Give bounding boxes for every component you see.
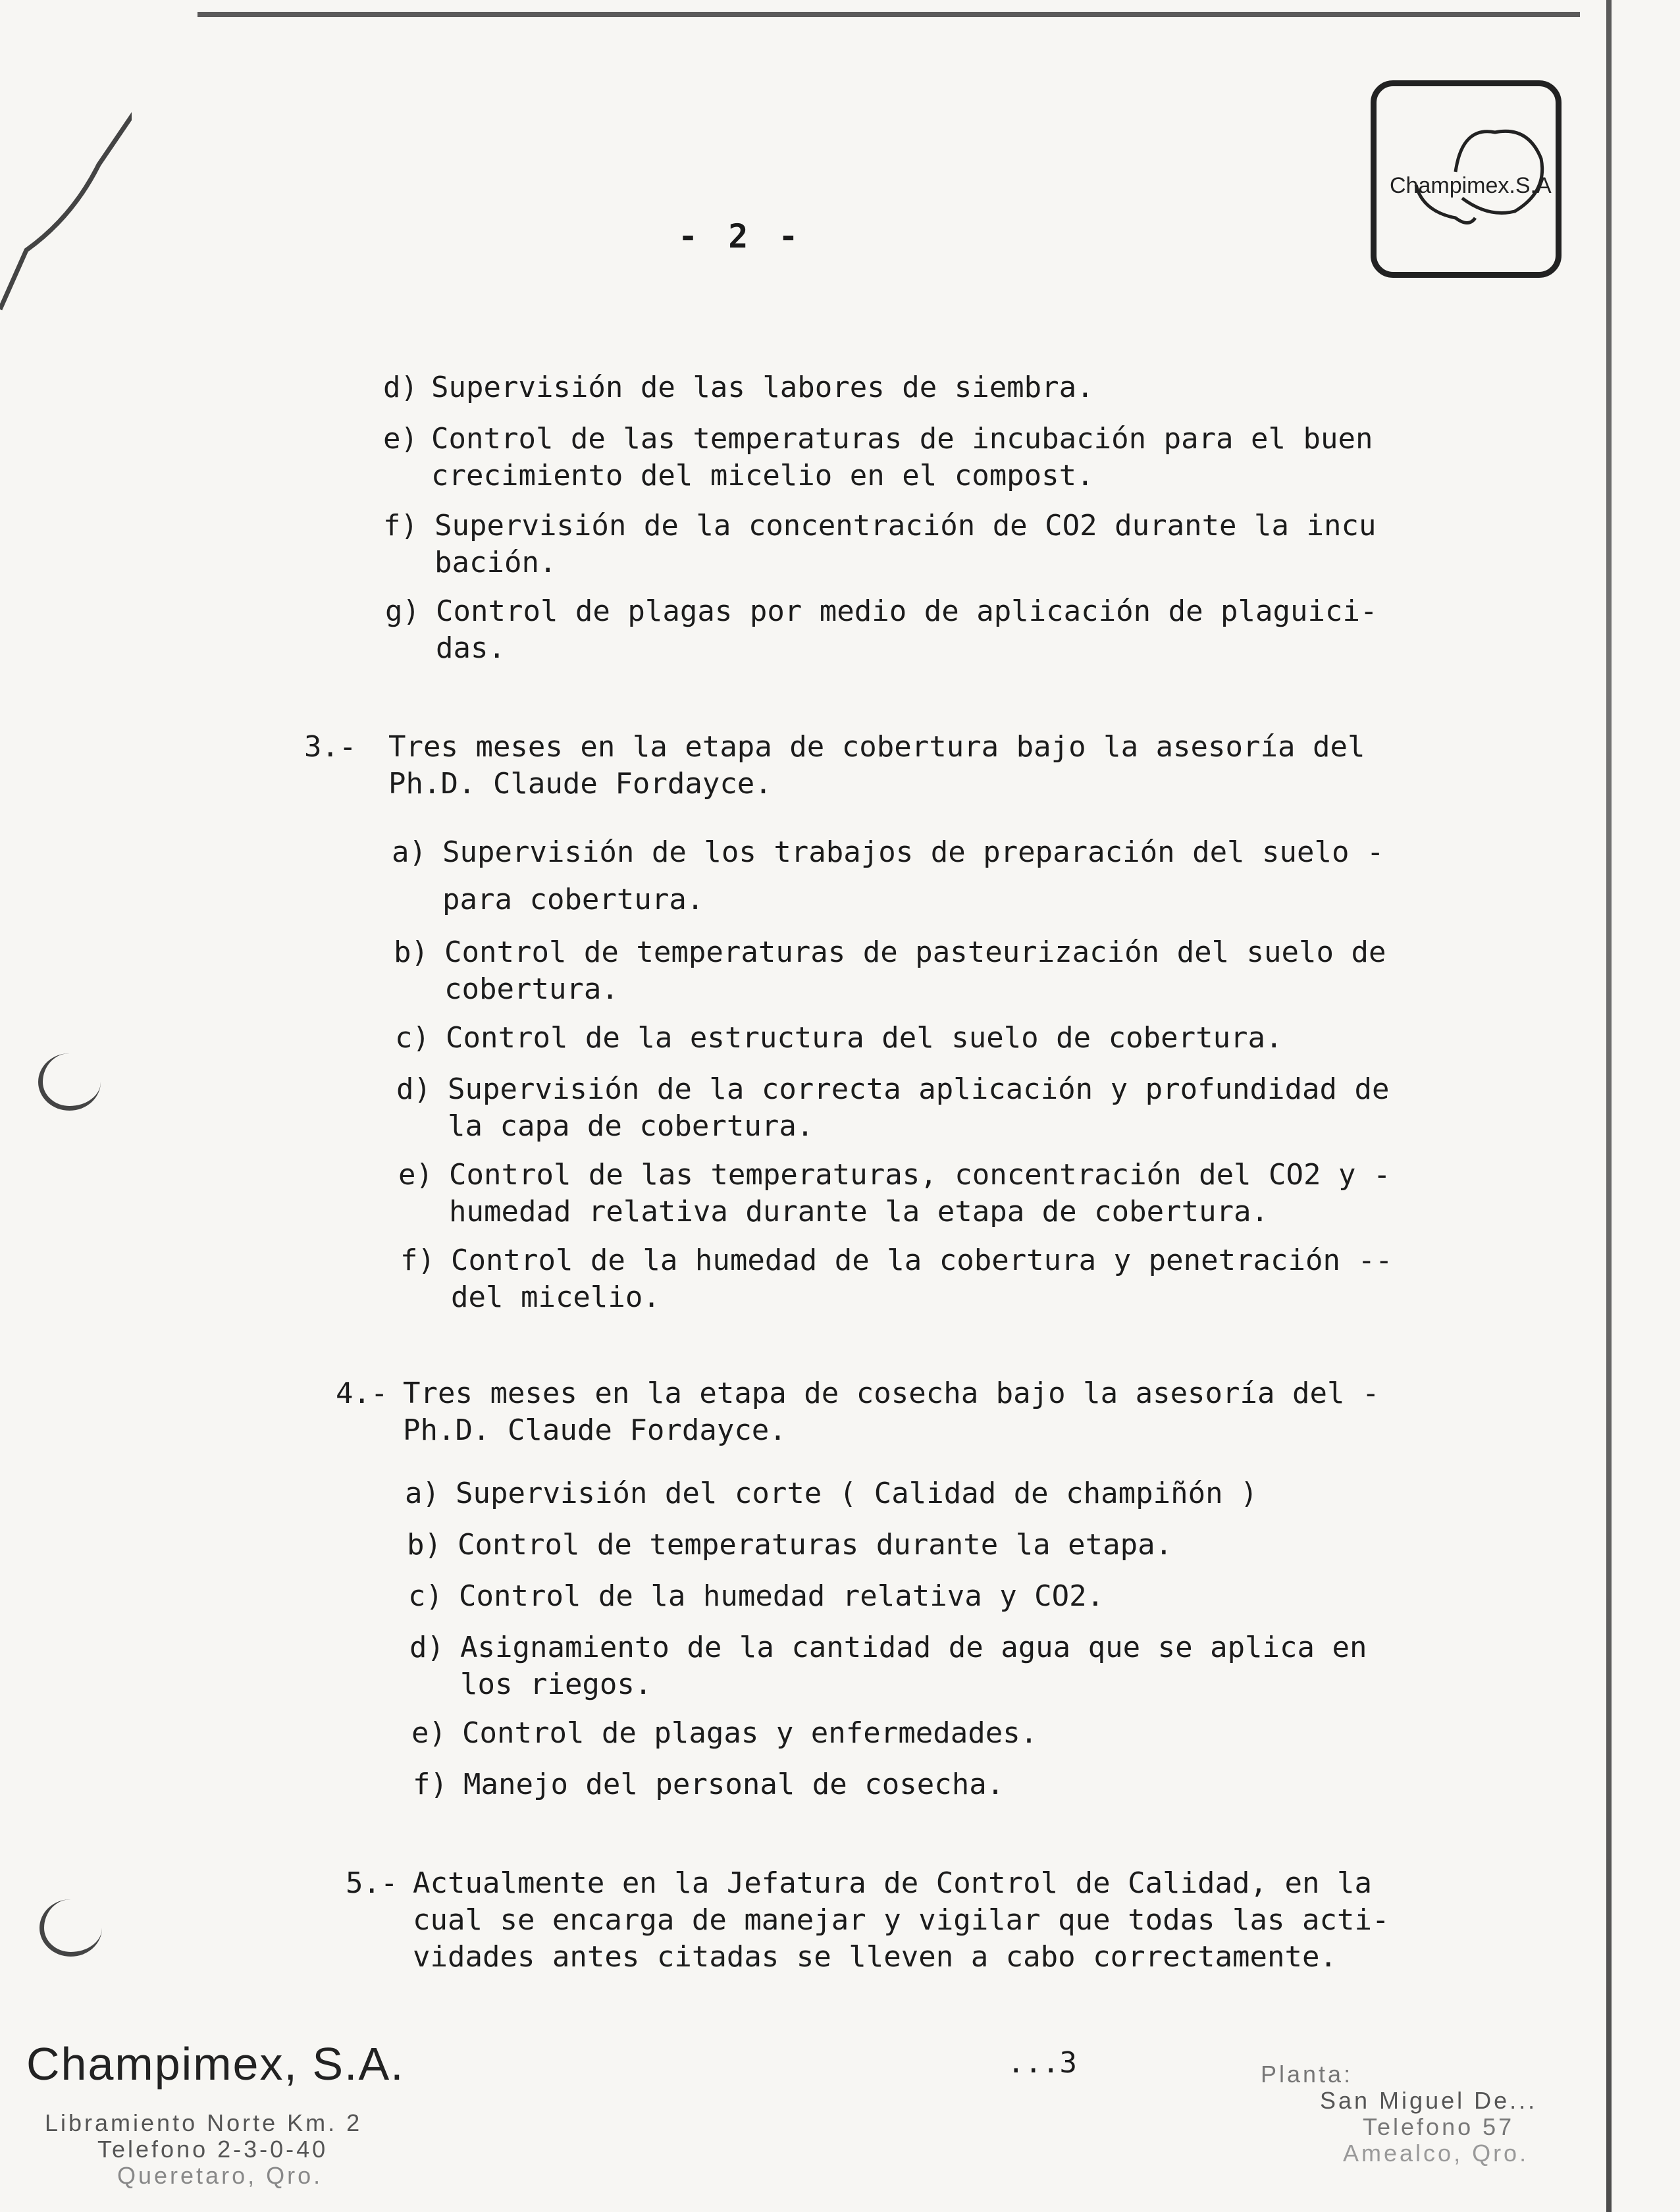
item-text: Control de plagas por medio de aplicación de plaguici-	[436, 594, 1378, 628]
item-label: g)	[385, 594, 420, 628]
footer-plant-line: San Miguel De...	[1320, 2087, 1538, 2114]
section-text: cual se encarga de manejar y vigilar que todas las acti-	[413, 1903, 1390, 1937]
item-label: d)	[396, 1072, 431, 1106]
item-text: Control de temperaturas durante la etapa.	[458, 1528, 1173, 1562]
item-text: humedad relativa durante la etapa de cobertura.	[449, 1195, 1269, 1228]
item-label: e)	[383, 422, 418, 456]
item-label: e)	[398, 1158, 433, 1192]
item-label: f)	[383, 509, 418, 542]
item-label: a)	[405, 1477, 440, 1510]
item-text: Asignamiento de la cantidad de agua que se aplica en	[460, 1631, 1367, 1664]
logo-text: Champimex.S.A	[1390, 173, 1552, 198]
footer-address-line: Libramiento Norte Km. 2	[45, 2109, 363, 2136]
item-label: f)	[413, 1768, 448, 1801]
item-label: a)	[392, 835, 427, 869]
item-text: Supervisión de la correcta aplicación y profundidad de	[448, 1072, 1390, 1106]
item-text: Control de las temperaturas de incubación para el buen	[431, 422, 1373, 456]
footer-address-line: Telefono 2-3-0-40	[97, 2136, 328, 2163]
item-text: del micelio.	[451, 1280, 660, 1314]
section-text: Ph.D. Claude Fordayce.	[388, 767, 772, 801]
binder-hole-icon	[39, 1899, 102, 1957]
item-label: f)	[400, 1244, 435, 1277]
item-text: Control de la humedad relativa y CO2.	[459, 1579, 1105, 1613]
section-number: 5.-	[346, 1866, 398, 1900]
section-number: 3.-	[304, 730, 357, 764]
item-text: la capa de cobertura.	[448, 1109, 814, 1143]
section-text: Tres meses en la etapa de cobertura bajo la asesoría del	[388, 730, 1365, 764]
item-text: Control de la humedad de la cobertura y penetración --	[451, 1244, 1393, 1277]
item-text: crecimiento del micelio en el compost.	[431, 459, 1094, 492]
section-text: Tres meses en la etapa de cosecha bajo la asesoría del -	[403, 1377, 1380, 1410]
item-text: Supervisión de los trabajos de preparación del suelo -	[442, 835, 1384, 869]
item-text: Supervisión de las labores de siembra.	[431, 371, 1094, 404]
item-label: c)	[408, 1579, 443, 1613]
footer-company-name: Champimex, S.A.	[26, 2038, 405, 2090]
footer-address-line: Queretaro, Qro.	[117, 2162, 323, 2189]
scan-top-edge	[197, 12, 1580, 17]
item-label: c)	[395, 1021, 430, 1055]
section-number: 4.-	[336, 1377, 388, 1410]
item-label: d)	[383, 371, 418, 404]
item-text: das.	[436, 631, 506, 665]
section-text: Ph.D. Claude Fordayce.	[403, 1413, 787, 1447]
item-text: bación.	[434, 546, 557, 579]
item-text: Control de temperaturas de pasteurización del suelo de	[444, 935, 1386, 969]
scan-right-edge	[1606, 0, 1612, 2212]
item-label: e)	[411, 1716, 446, 1750]
item-label: b)	[407, 1528, 442, 1562]
item-text: cobertura.	[444, 972, 619, 1006]
item-text: Control de las temperaturas, concentración del CO2 y -	[449, 1158, 1391, 1192]
binder-hole-icon	[38, 1053, 101, 1111]
item-text: Manejo del personal de cosecha.	[463, 1768, 1005, 1801]
section-text: vidades antes citadas se lleven a cabo correctamente.	[413, 1940, 1337, 1974]
item-text: para cobertura.	[442, 883, 704, 916]
section-text: Actualmente en la Jefatura de Control de Calidad, en la	[413, 1866, 1372, 1900]
item-text: Supervisión de la concentración de CO2 durante la incu	[434, 509, 1377, 542]
item-text: Control de plagas y enfermedades.	[462, 1716, 1038, 1750]
footer-plant-line: Planta:	[1261, 2061, 1353, 2088]
item-label: b)	[394, 935, 429, 969]
page-number: - 2 -	[678, 217, 804, 255]
company-logo	[1371, 80, 1562, 278]
item-label: d)	[409, 1631, 444, 1664]
footer-plant-line: Amealco, Qro.	[1343, 2140, 1529, 2167]
item-text: Supervisión del corte ( Calidad de champiñón )	[456, 1477, 1258, 1510]
continuation-marker: ...3	[1007, 2046, 1077, 2080]
item-text: los riegos.	[460, 1668, 652, 1701]
item-text: Control de la estructura del suelo de cobertura.	[446, 1021, 1283, 1055]
folded-corner	[0, 0, 132, 342]
footer-plant-line: Telefono 57	[1363, 2113, 1515, 2140]
